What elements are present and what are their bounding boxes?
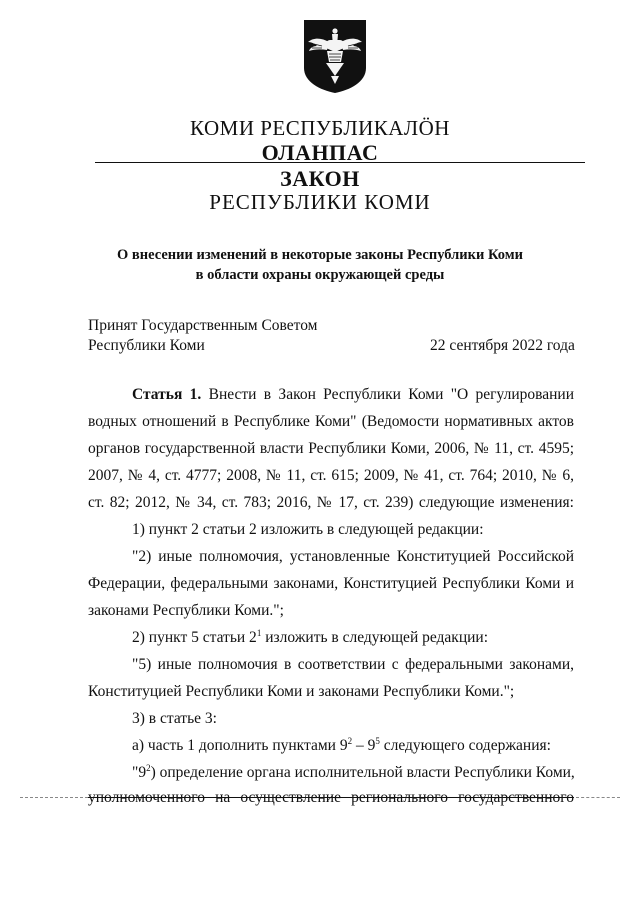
- republic-header: РЕСПУБЛИКИ КОМИ: [209, 190, 431, 214]
- body-line: 3) в статье 3:: [132, 710, 217, 727]
- body-line: 2) пункт 5 статьи $2^1$ изложить в следующей редакции:: [132, 628, 489, 646]
- olanpas-header: ОЛАНПАС: [261, 140, 379, 165]
- body-line: водных отношений в Республике Коми" (Ведомости нормативных актов: [88, 413, 574, 430]
- article-label: Статья 1.: [132, 386, 202, 403]
- body-line: ст. 82; 2012, № 34, ст. 783; 2016, № 17, ст. 239) следующие изменения:: [88, 494, 574, 511]
- komi-header-line: КОМИ РЕСПУБЛИКАЛÖН: [190, 116, 450, 140]
- body-line: "$9^2$) определение органа исполнительной власти Республики Коми,: [132, 763, 575, 781]
- body-line: законами Республики Коми.";: [88, 602, 284, 619]
- body-line: Федерации, федеральными законами, Конституцией Республики Коми и: [88, 575, 574, 592]
- body-line: "2) иные полномочия, установленные Конституцией Российской: [132, 548, 574, 565]
- body-line: а) часть 1 дополнить пунктами $9^2 - 9^5$ следующего содержания:: [132, 736, 551, 754]
- adoption-line-1: Принят Государственным Советом: [88, 317, 318, 334]
- struck-body-line: уполномоченного на осуществление регионального государственного: [88, 789, 574, 806]
- body-line: Конституцией Республики Коми и законами Республики Коми.";: [88, 683, 515, 700]
- body-line: органов государственной власти Республики Коми, 2006, № 11, ст. 4595;: [88, 440, 574, 457]
- adoption-date: 22 сентября 2022 года: [430, 337, 575, 354]
- header-rule: [95, 162, 585, 163]
- body-line: 2007, № 4, ст. 4777; 2008, № 11, ст. 615; 2009, № 41, ст. 764; 2010, № 6,: [88, 467, 574, 484]
- cut-line-right: [576, 797, 620, 798]
- article-1-text: Внести в Закон Республики Коми "О регулировании: [208, 386, 575, 403]
- document-title-line-2: в области охраны окружающей среды: [195, 267, 445, 283]
- article-1-line-1: [132, 386, 574, 404]
- body-line: 1) пункт 2 статьи 2 изложить в следующей редакции:: [132, 521, 484, 538]
- body-line: "5) иные полномочия в соответствии с федеральными законами,: [132, 656, 574, 673]
- coat-of-arms-emblem: [302, 18, 368, 94]
- cut-line-left: [20, 797, 88, 798]
- adoption-line-2: Республики Коми: [88, 337, 205, 354]
- zakon-header: ЗАКОН: [280, 166, 360, 191]
- document-title-line-1: О внесении изменений в некоторые законы Республики Коми: [117, 247, 523, 263]
